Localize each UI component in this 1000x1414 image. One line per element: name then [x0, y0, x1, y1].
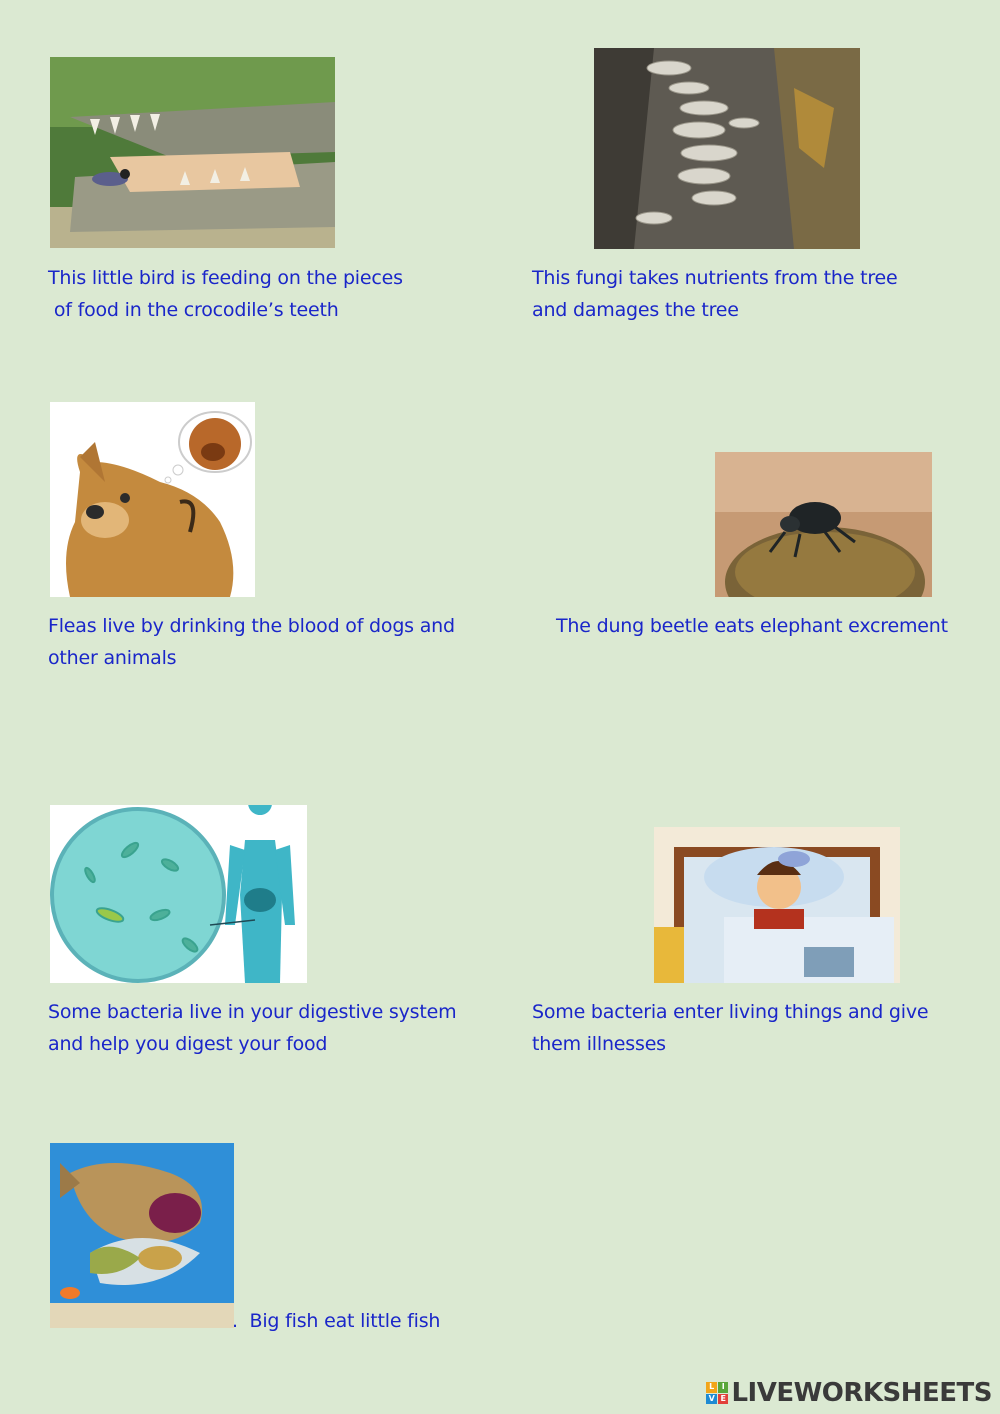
fungi-on-tree-image — [594, 48, 860, 249]
dog-with-fleas-image — [50, 402, 255, 597]
caption-line: other animals — [48, 647, 177, 669]
liveworksheets-logo — [706, 1378, 992, 1408]
caption-line: This fungi takes nutrients from the tree — [532, 267, 898, 289]
caption-line: them illnesses — [532, 1033, 666, 1055]
bacteria-digestive-caption — [48, 996, 456, 1060]
caption-line: Some bacteria enter living things and give — [532, 1001, 929, 1023]
beetle-caption — [556, 610, 948, 642]
caption-line: This little bird is feeding on the pieces — [48, 267, 403, 289]
fish-caption — [232, 1305, 440, 1337]
crocodile-and-bird-image — [50, 57, 335, 248]
caption-line: Fleas live by drinking the blood of dogs and — [48, 615, 455, 637]
logo-badge-icon — [706, 1382, 728, 1404]
caption-line: and damages the tree — [532, 299, 739, 321]
gut-bacteria-image — [50, 805, 307, 983]
caption-line: and help you digest your food — [48, 1033, 328, 1055]
badge-letter: L — [706, 1382, 717, 1393]
dung-beetle-image — [715, 452, 932, 597]
badge-letter: E — [718, 1394, 729, 1405]
logo-text: LIVEWORKSHEETS — [731, 1378, 992, 1408]
caption-line: of food in the crocodile’s teeth — [48, 299, 339, 321]
badge-letter: V — [706, 1394, 717, 1405]
fungi-caption — [532, 262, 898, 326]
caption-line: . Big fish eat little fish — [232, 1310, 441, 1332]
big-fish-eat-little-fish-image — [50, 1143, 234, 1328]
bacteria-illness-caption — [532, 996, 928, 1060]
badge-letter: I — [718, 1382, 729, 1393]
crocodile-caption — [48, 262, 403, 326]
fleas-caption — [48, 610, 455, 674]
caption-line: The dung beetle eats elephant excrement — [556, 615, 948, 637]
sick-man-image — [654, 827, 900, 983]
caption-line: Some bacteria live in your digestive system — [48, 1001, 457, 1023]
